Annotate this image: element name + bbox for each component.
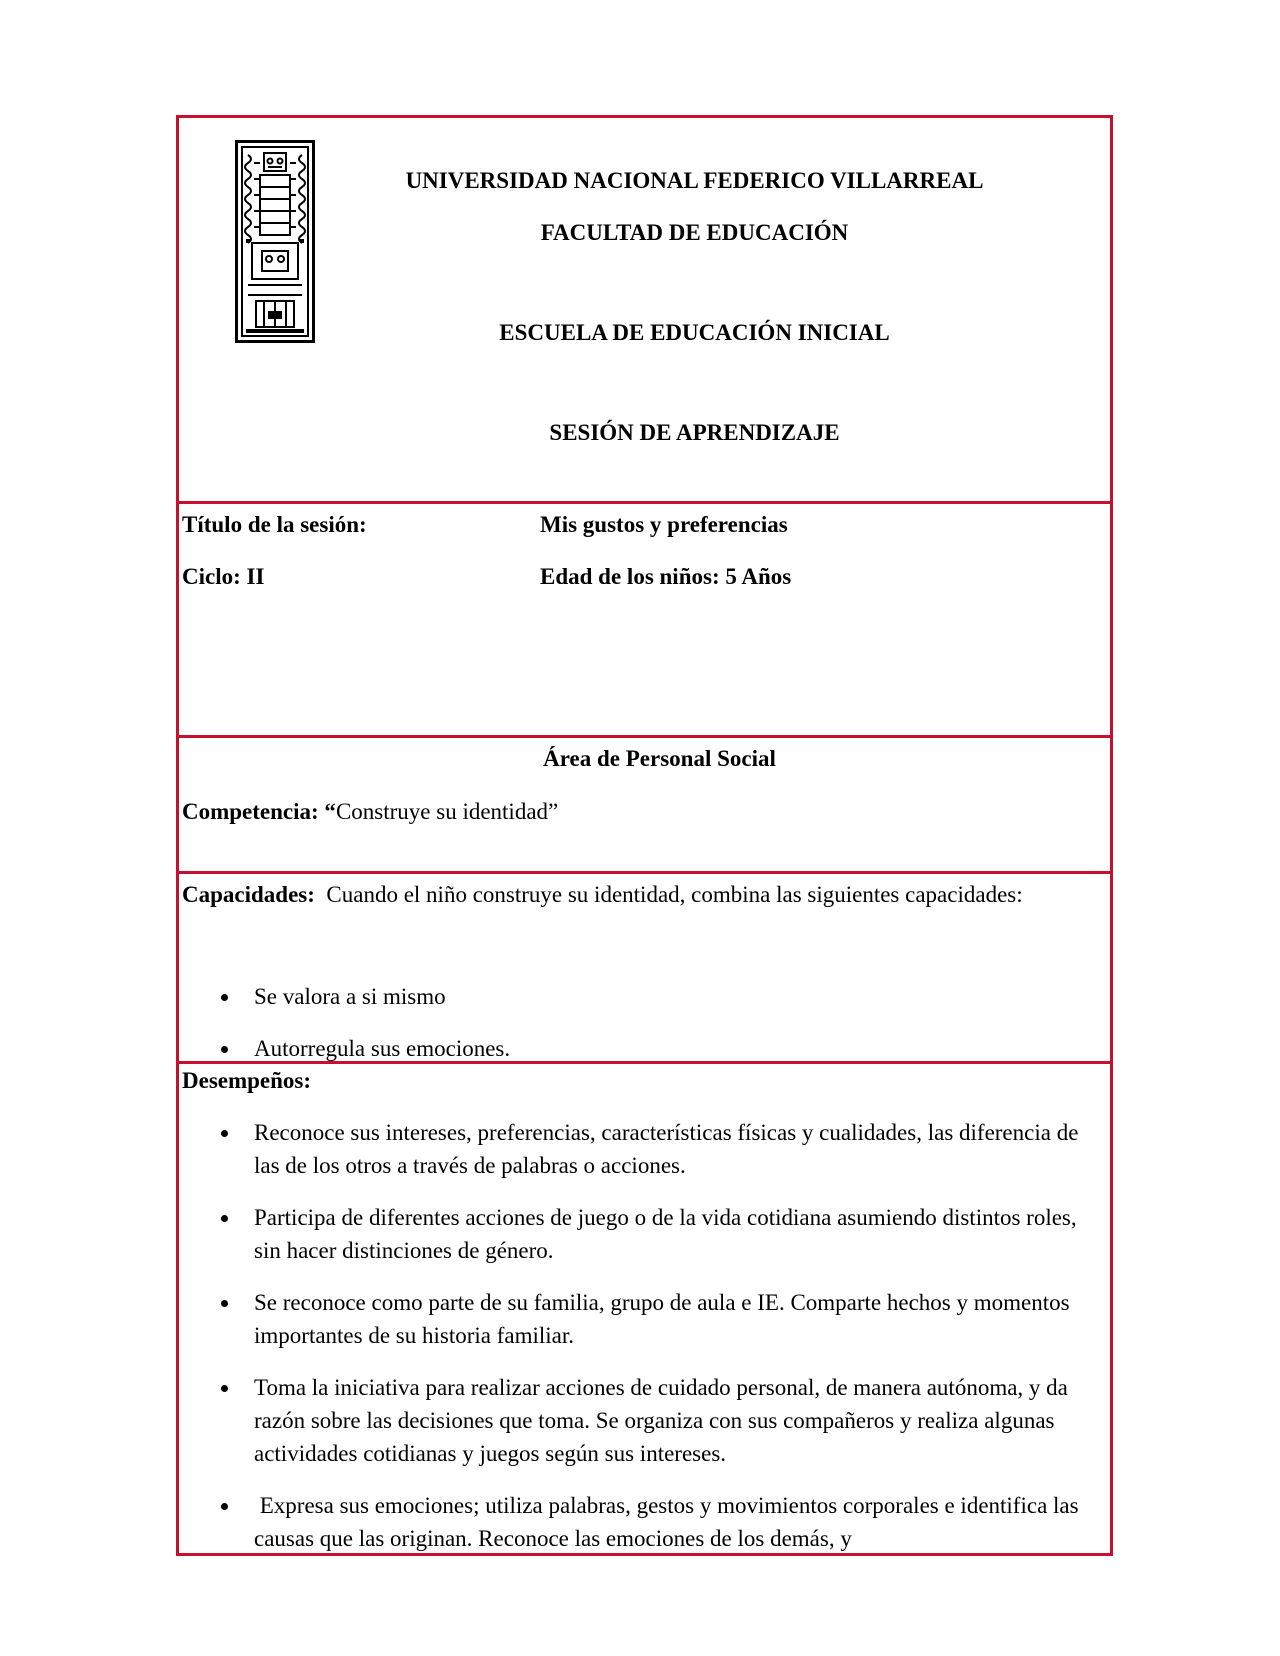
session-title-label: Título de la sesión: [182, 512, 367, 537]
list-item-text: Toma la iniciativa para realizar acciones de cuidado personal, de manera autónoma, y da razón sobre las decisiones que toma. Se organiza con sus compañeros y realiza algunas actividades cotidianas y juegos según sus intereses. [254, 1375, 1068, 1466]
bullet-icon [221, 1503, 228, 1510]
list-item [179, 1489, 1110, 1555]
list-item-text: Se reconoce como parte de su familia, grupo de aula e IE. Comparte hechos y momentos importantes de su historia familiar. [254, 1290, 1070, 1348]
list-item-text: Se valora a si mismo [254, 984, 446, 1009]
competencia-label: Competencia: “ [182, 799, 336, 824]
session-info-section [176, 501, 1113, 735]
session-document [176, 115, 1113, 1556]
competencia-value: Construye su identidad” [335, 799, 559, 824]
children-age: Edad de los niños: 5 Años [540, 564, 792, 589]
capacidades-intro-text: Cuando el niño construye su identidad, combina las siguientes capacidades: [326, 882, 1023, 907]
list-item [179, 980, 1110, 1032]
header-section [176, 115, 1113, 501]
university-name: UNIVERSIDAD NACIONAL FEDERICO VILLARREAL [405, 168, 984, 193]
area-section [176, 735, 1113, 871]
session-heading: SESIÓN DE APRENDIZAJE [549, 420, 840, 445]
list-item [179, 1286, 1110, 1352]
list-item [179, 1116, 1110, 1182]
desempenos-list [179, 1116, 1110, 1574]
school-name: ESCUELA DE EDUCACIÓN INICIAL [499, 320, 890, 345]
cycle-label: Ciclo: II [182, 564, 265, 589]
list-item-text: Participa de diferentes acciones de juego o de la vida cotidiana asumiendo distintos roles, sin hacer distinciones de género. [254, 1205, 1077, 1263]
capacidades-intro [182, 882, 1023, 908]
faculty-name: FACULTAD DE EDUCACIÓN [540, 220, 849, 245]
list-item [179, 1201, 1110, 1267]
desempenos-label: Desempeños: [182, 1068, 312, 1093]
capacidades-label: Capacidades: [182, 882, 315, 907]
bullet-icon [221, 1130, 228, 1137]
desempenos-section [176, 1061, 1113, 1556]
andean-stone-relief-logo-icon [235, 140, 315, 343]
bullet-icon [221, 1385, 228, 1392]
competencia [182, 799, 558, 825]
list-item-text: Expresa sus emociones; utiliza palabras, gestos y movimientos corporales e identifica las causas que las originan. Reconoce las emociones de los demás, y [254, 1493, 1085, 1551]
list-item-text: Autorregula sus emociones. [254, 1036, 511, 1061]
capacidades-section [176, 871, 1113, 1061]
bullet-icon [221, 994, 228, 1001]
area-title: Área de Personal Social [543, 746, 776, 771]
list-item-text: Reconoce sus intereses, preferencias, características físicas y cualidades, las diferencia de las de los otros a través de palabras o acciones. [254, 1120, 1079, 1178]
list-item [179, 1371, 1110, 1470]
bullet-icon [221, 1046, 228, 1053]
bullet-icon [221, 1215, 228, 1222]
session-title-value: Mis gustos y preferencias [540, 512, 788, 537]
bullet-icon [221, 1300, 228, 1307]
